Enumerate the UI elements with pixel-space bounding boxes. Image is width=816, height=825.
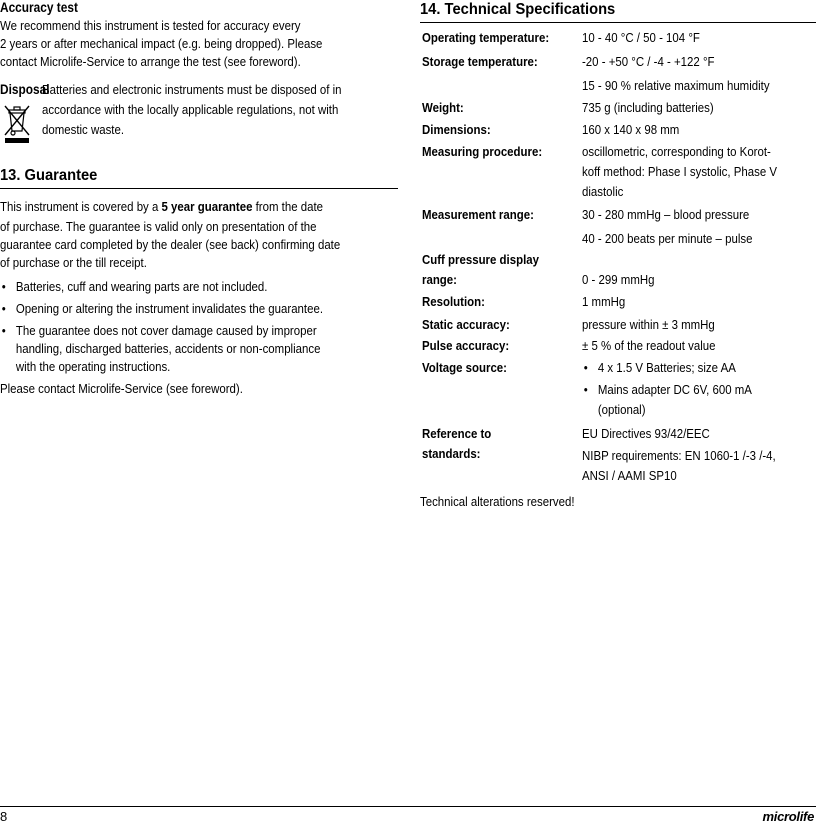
guarantee-closing: Please contact Microlife-Service (see foreword). — [0, 381, 243, 396]
spec-row-reference-to-standards — [422, 426, 816, 483]
list-item: • Opening or altering the instrument invalidates the guarantee. — [0, 301, 396, 317]
spec-row-operating-temperature — [422, 30, 816, 46]
guarantee-heading: 13. Guarantee — [0, 166, 398, 189]
spec-value: 15 - 90 % relative maximum humidity — [582, 78, 770, 93]
spec-label: Storage temperature: — [422, 54, 538, 69]
list-item: • 4 x 1.5 V Batteries; size AA — [582, 360, 816, 376]
technical-specifications-heading: 14. Technical Specifications — [420, 0, 816, 23]
spec-row-dimensions — [422, 122, 816, 138]
technical-alterations-note: Technical alterations reserved! — [420, 494, 575, 509]
disposal-section — [0, 82, 442, 144]
page-footer — [0, 806, 816, 825]
spec-value: 735 g (including batteries) — [582, 100, 714, 115]
spec-value: 0 - 299 mmHg — [582, 272, 655, 287]
spec-label: Measuring procedure: — [422, 144, 543, 159]
disposal-heading: Disposal — [0, 82, 50, 97]
spec-label: Reference to — [422, 426, 492, 441]
spec-value: 160 x 140 x 98 mm — [582, 122, 680, 137]
accuracy-test-text: We recommend this instrument is tested for accuracy every 2 years or after mechanical impact (e.g. being dropped). Please contact Microlife-Service to arrange the test (see foreword). — [0, 18, 323, 69]
spec-row-resolution — [422, 294, 816, 310]
spec-value: ANSI / AAMI SP10 — [582, 468, 677, 483]
list-item: • Batteries, cuff and wearing parts are not included. — [0, 279, 396, 295]
right-column — [420, 0, 816, 509]
spec-row-storage-temperature — [422, 54, 816, 93]
spec-value: pressure within ± 3 mmHg — [582, 317, 715, 332]
guarantee-duration: 5 year guarantee — [161, 199, 253, 214]
brand-logo: microlife — [762, 809, 814, 824]
page-number: 8 — [0, 809, 8, 824]
spec-row-static-accuracy — [422, 317, 816, 333]
spec-value: 40 - 200 beats per minute – pulse — [582, 231, 753, 246]
voltage-source-bullet-list — [582, 360, 816, 418]
guarantee-bullet-list — [0, 279, 396, 377]
spec-label: Weight: — [422, 100, 464, 115]
spec-label: Measurement range: — [422, 207, 534, 222]
spec-value: oscillometric, corresponding to Korot- — [582, 144, 771, 159]
spec-value: NIBP requirements: EN 1060-1 /-3 /-4, — [582, 448, 776, 463]
spec-row-weight — [422, 100, 816, 116]
guarantee-intro: This instrument is covered by a 5 year guarantee from the date of purchase. The guarantee is valid only on presentation of the guarantee card completed by the dealer (see back) confirming date of purchase or the till receipt. — [0, 199, 341, 270]
disposal-text: Batteries and electronic instruments must be disposed of in accordance with the locally applicable regulations, not with domestic waste. — [42, 82, 342, 137]
spec-row-pulse-accuracy — [422, 338, 816, 354]
spec-value: 10 - 40 °C / 50 - 104 °F — [582, 30, 700, 45]
spec-row-measuring-procedure — [422, 144, 816, 199]
spec-label: Cuff pressure display — [422, 252, 539, 267]
guarantee-section — [0, 166, 398, 397]
spec-label: Voltage source: — [422, 360, 507, 375]
spec-value: 30 - 280 mmHg – blood pressure — [582, 207, 750, 222]
spec-value: -20 - +50 °C / -4 - +122 °F — [582, 54, 715, 69]
spec-value: koff method: Phase I systolic, Phase V — [582, 164, 778, 179]
spec-value: ± 5 % of the readout value — [582, 338, 716, 353]
spec-label: Operating temperature: — [422, 30, 550, 45]
crossed-out-wheelie-bin-icon — [2, 102, 32, 144]
list-item: • The guarantee does not cover damage caused by improper handling, discharged batteries, accidents or non-compliance with the operating instructions. — [0, 323, 396, 377]
spec-value: diastolic — [582, 184, 624, 199]
spec-label: standards: — [422, 446, 481, 461]
spec-label: Static accuracy: — [422, 317, 510, 332]
accuracy-test-heading: Accuracy test — [0, 0, 78, 15]
list-item: • Mains adapter DC 6V, 600 mA (optional) — [582, 382, 816, 418]
spec-row-voltage-source — [422, 360, 816, 417]
spec-row-cuff-pressure-display-range — [422, 252, 816, 288]
spec-label: Dimensions: — [422, 122, 491, 137]
spec-value: 1 mmHg — [582, 294, 626, 309]
spec-row-measurement-range — [422, 207, 816, 246]
accuracy-test-section — [0, 0, 450, 72]
spec-label: Resolution: — [422, 294, 485, 309]
spec-label: Pulse accuracy: — [422, 338, 510, 353]
spec-label: range: — [422, 272, 457, 287]
spec-value: EU Directives 93/42/EEC — [582, 426, 710, 441]
